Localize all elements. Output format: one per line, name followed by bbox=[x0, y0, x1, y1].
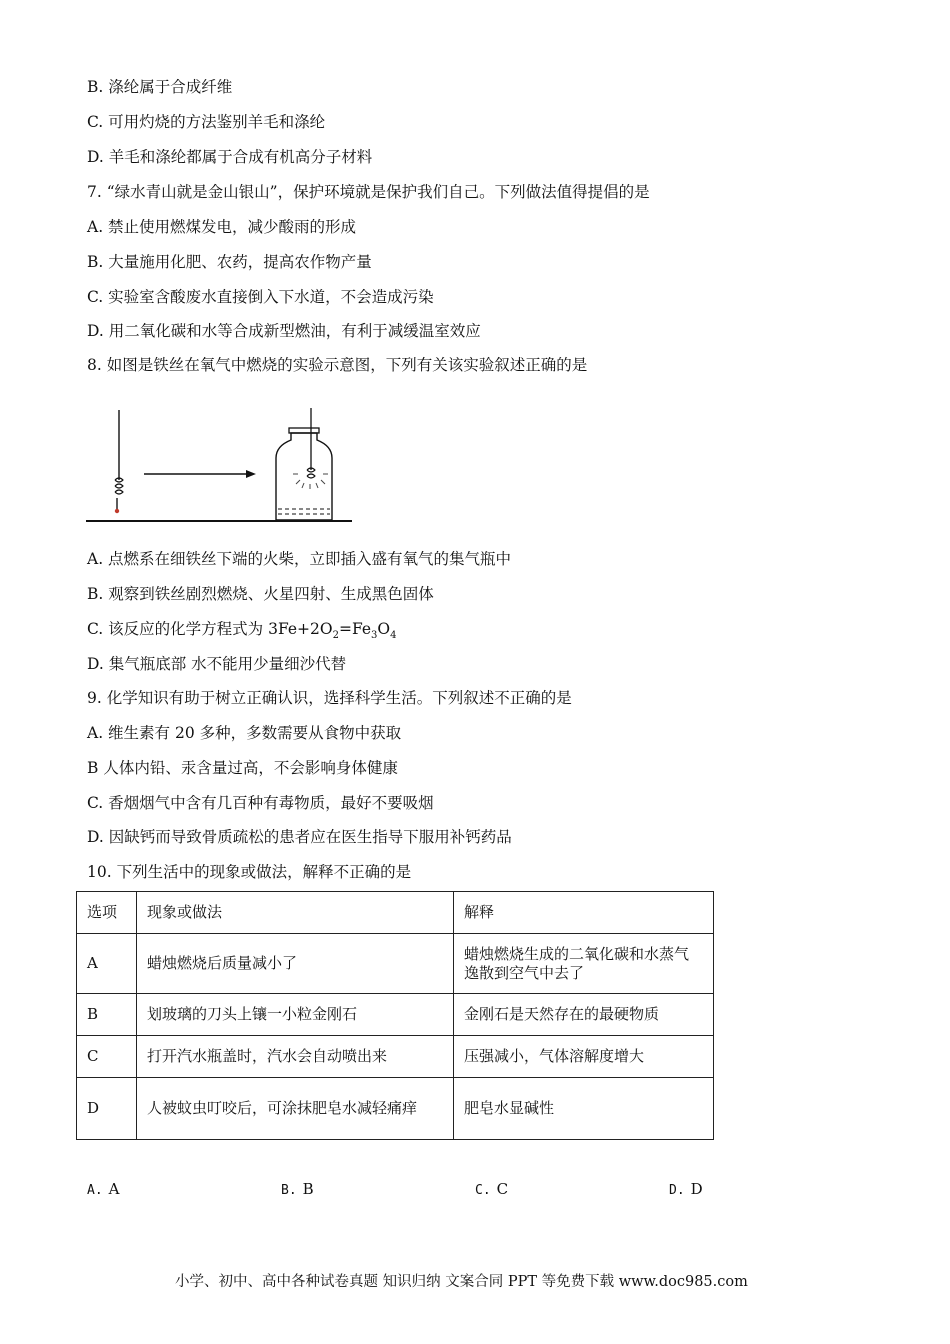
table-cell: 肥皂水显碱性 bbox=[454, 1078, 714, 1140]
arrow-head-icon bbox=[246, 470, 256, 478]
table-cell: B bbox=[77, 994, 137, 1036]
table-row bbox=[77, 1078, 714, 1140]
q8-option-a: A. 点燃系在细铁丝下端的火柴，立即插入盛有氧气的集气瓶中 bbox=[87, 550, 512, 568]
table-header-row bbox=[77, 892, 714, 934]
table-cell: 打开汽水瓶盖时，汽水会自动喷出来 bbox=[137, 1036, 454, 1078]
sparks-icon bbox=[293, 474, 328, 489]
q7-stem: 7. “绿水青山就是金山银山”，保护环境就是保护我们自己。下列做法值得提倡的是 bbox=[87, 183, 650, 201]
table-row bbox=[77, 994, 714, 1036]
q8-option-b: B. 观察到铁丝剧烈燃烧、火星四射、生成黑色固体 bbox=[87, 585, 434, 603]
table-cell: C bbox=[77, 1036, 137, 1078]
q6-option-c: C. 可用灼烧的方法鉴别羊毛和涤纶 bbox=[87, 113, 326, 131]
table-cell: 蜡烛燃烧后质量减小了 bbox=[137, 934, 454, 994]
q7-option-c: C. 实验室含酸废水直接倒入下水道，不会造成污染 bbox=[87, 288, 434, 306]
page-footer: 小学、初中、高中各种试卷真题 知识归纳 文案合同 PPT 等免费下载 www.doc985.com bbox=[175, 1274, 748, 1290]
q10-stem: 10. 下列生活中的现象或做法，解释不正确的是 bbox=[87, 863, 412, 881]
table-header-cell: 解释 bbox=[454, 892, 714, 934]
q6-option-d: D. 羊毛和涤纶都属于合成有机高分子材料 bbox=[87, 148, 373, 166]
q8-option-d: D. 集气瓶底部 水不能用少量细沙代替 bbox=[87, 655, 347, 673]
answer-option-d: D. D bbox=[669, 1180, 703, 1198]
q9-stem: 9. 化学知识有助于树立正确认识，选择科学生活。下列叙述不正确的是 bbox=[87, 689, 572, 707]
q7-option-d: D. 用二氧化碳和水等合成新型燃油，有利于减缓温室效应 bbox=[87, 322, 481, 340]
table-row bbox=[77, 1036, 714, 1078]
table-cell: 划玻璃的刀头上镶一小粒金刚石 bbox=[137, 994, 454, 1036]
table-cell: 压强减小，气体溶解度增大 bbox=[454, 1036, 714, 1078]
q9-option-b: B 人体内铅、汞含量过高，不会影响身体健康 bbox=[87, 759, 398, 777]
q7-option-a: A. 禁止使用燃煤发电，减少酸雨的形成 bbox=[87, 218, 357, 236]
coil-left bbox=[115, 478, 123, 494]
answer-option-c: C. C bbox=[475, 1180, 509, 1198]
q8-option-c: C. 该反应的化学方程式为 $3Fe+2O_2=Fe_3O_4$ bbox=[87, 620, 397, 642]
table-cell: 金刚石是天然存在的最硬物质 bbox=[454, 994, 714, 1036]
iron-wire-combustion-diagram bbox=[86, 388, 356, 528]
table-cell: 蜡烛燃烧生成的二氧化碳和水蒸气逸散到空气中去了 bbox=[454, 934, 714, 994]
q7-option-b: B. 大量施用化肥、农药，提高农作物产量 bbox=[87, 253, 372, 271]
table-row bbox=[77, 934, 714, 994]
q9-option-a: A. 维生素有 20 多种，多数需要从食物中获取 bbox=[87, 724, 402, 742]
match-head bbox=[115, 509, 119, 513]
table-cell: A bbox=[77, 934, 137, 994]
table-cell: 人被蚊虫叮咬后，可涂抹肥皂水减轻痛痒 bbox=[137, 1078, 454, 1140]
answer-option-b: B. B bbox=[281, 1180, 314, 1198]
gas-bottle bbox=[276, 433, 332, 520]
q9-option-d: D. 因缺钙而导致骨质疏松的患者应在医生指导下服用补钙药品 bbox=[87, 828, 512, 846]
q10-table bbox=[76, 891, 714, 1140]
q9-option-c: C. 香烟烟气中含有几百种有毒物质，最好不要吸烟 bbox=[87, 794, 434, 812]
table-header-cell: 选项 bbox=[77, 892, 137, 934]
glass-plate bbox=[289, 428, 319, 433]
table-header-cell: 现象或做法 bbox=[137, 892, 454, 934]
q8-stem: 8. 如图是铁丝在氧气中燃烧的实验示意图，下列有关该实验叙述正确的是 bbox=[87, 356, 588, 374]
answer-option-a: A. A bbox=[87, 1180, 120, 1198]
q6-option-b: B. 涤纶属于合成纤维 bbox=[87, 78, 233, 96]
table-cell: D bbox=[77, 1078, 137, 1140]
